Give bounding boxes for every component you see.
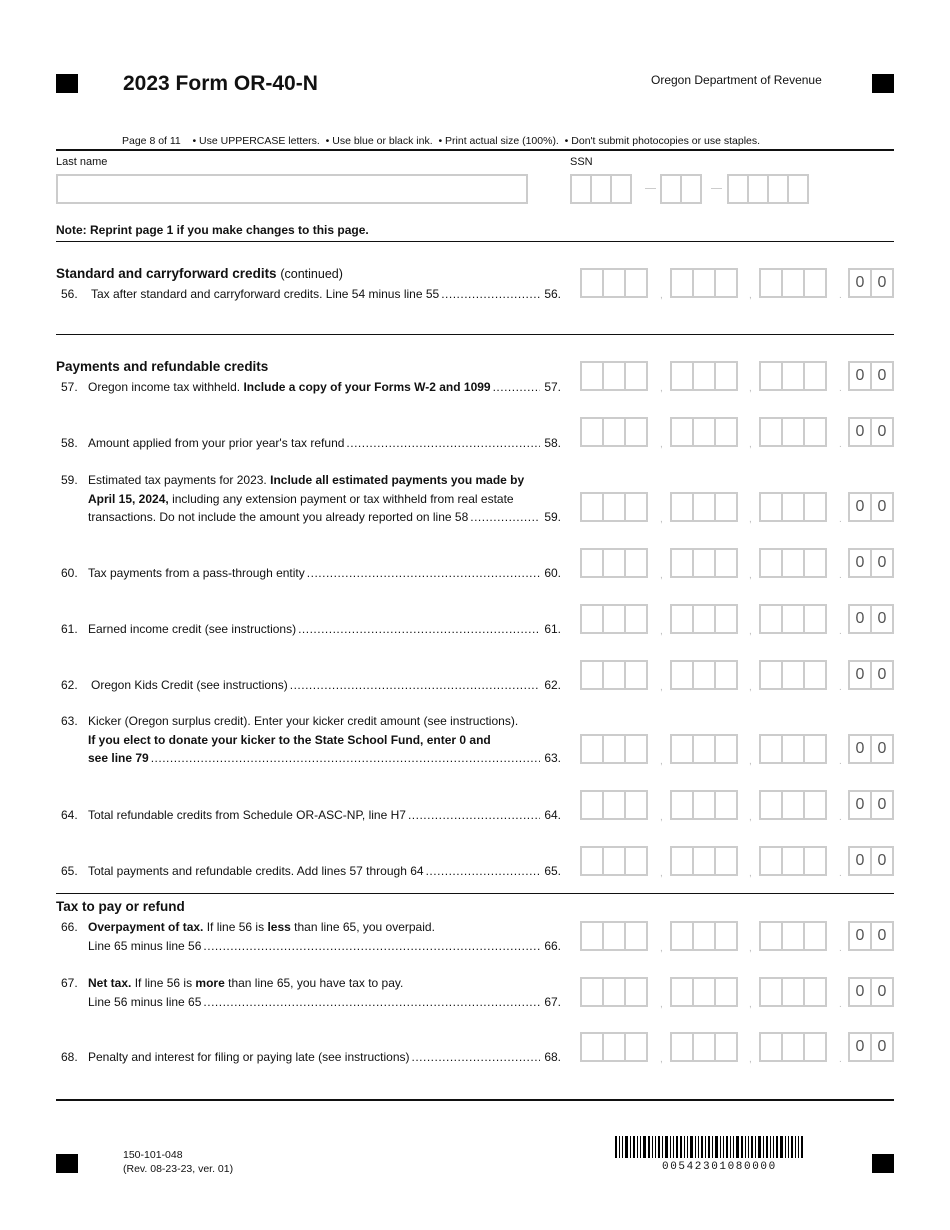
cents-digit: 0: [848, 492, 872, 522]
barcode-bar: [726, 1136, 728, 1158]
cents-digit: 0: [870, 1032, 894, 1062]
barcode-bar: [662, 1136, 663, 1158]
amount-field-line-65[interactable]: [580, 846, 898, 879]
amount-field-line-63[interactable]: [580, 734, 898, 767]
thousands-separator: ,: [749, 626, 752, 637]
digit-group[interactable]: [670, 548, 736, 578]
barcode-bar: [619, 1136, 620, 1158]
barcode-bar: [741, 1136, 743, 1158]
line-68: 68. Penalty and interest for filing or paying late (see instructions) ..... 68.: [56, 1048, 561, 1067]
ssn-field-part1[interactable]: [570, 174, 630, 204]
cents-field: [848, 417, 892, 447]
barcode-bar: [785, 1136, 786, 1158]
barcode-bar: [637, 1136, 638, 1158]
barcode-bar: [658, 1136, 660, 1158]
registration-mark: [56, 74, 78, 93]
digit-group[interactable]: [670, 268, 736, 298]
barcode-bar: [695, 1136, 696, 1158]
page-instructions: Page 8 of 11 • Use UPPERCASE letters. • Use blue or black ink. • Print actual size (100%). • Don't submit photocopies or use staples.: [122, 135, 761, 147]
ssn-label: SSN: [570, 156, 593, 168]
line-56: 56. Tax after standard and carryforward credits. Line 54 minus line 55 ..... 56.: [56, 285, 561, 304]
barcode-bar: [791, 1136, 793, 1158]
digit-group[interactable]: [580, 734, 646, 764]
cents-digit: 0: [870, 734, 894, 764]
barcode-bar: [730, 1136, 731, 1158]
last-name-label: Last name: [56, 156, 108, 168]
barcode-bar: [625, 1136, 628, 1158]
line-62: 62. Oregon Kids Credit (see instructions) ..... 62.: [56, 676, 561, 695]
decimal-point: .: [839, 439, 842, 450]
barcode-bar: [795, 1136, 796, 1158]
cents-digit: 0: [848, 790, 872, 820]
barcode-bar: [643, 1136, 646, 1158]
section-rule: [56, 334, 894, 335]
barcode-bar: [630, 1136, 631, 1158]
amount-field-line-68[interactable]: [580, 1032, 898, 1065]
decimal-point: .: [839, 626, 842, 637]
registration-mark: [872, 1154, 894, 1173]
line-58: 58. Amount applied from your prior year's tax refund ..... 58.: [56, 434, 561, 453]
decimal-point: .: [839, 999, 842, 1010]
cents-digit: 0: [848, 660, 872, 690]
barcode-bar: [670, 1136, 671, 1158]
section-title-payments: Payments and refundable credits: [56, 359, 269, 374]
barcode-bar: [770, 1136, 771, 1158]
line-65: 65. Total payments and refundable credits. Add lines 57 through 64 ..... 65.: [56, 862, 561, 881]
thousands-separator: ,: [660, 383, 663, 394]
registration-mark: [872, 74, 894, 93]
cents-field: [848, 846, 892, 876]
ssn-dash: [711, 188, 722, 189]
line-61: 61. Earned income credit (see instructions) ..... 61.: [56, 620, 561, 639]
barcode-bar: [745, 1136, 746, 1158]
digit-group[interactable]: [670, 977, 736, 1007]
line-66: 66. Overpayment of tax. If line 56 is less than line 65, you overpaid. Line 65 minus line 56 ..... 66.: [56, 918, 561, 955]
decimal-point: .: [839, 570, 842, 581]
thousands-separator: ,: [749, 756, 752, 767]
thousands-separator: ,: [660, 868, 663, 879]
digit-group[interactable]: [670, 734, 736, 764]
amount-field-line-67[interactable]: [580, 977, 898, 1010]
decimal-point: .: [839, 812, 842, 823]
barcode-bar: [655, 1136, 656, 1158]
barcode-bar: [733, 1136, 734, 1158]
barcode-bar: [758, 1136, 761, 1158]
digit-group[interactable]: [580, 604, 646, 634]
digit-group[interactable]: [580, 361, 646, 391]
digit-group[interactable]: [759, 604, 825, 634]
barcode-bar: [751, 1136, 753, 1158]
thousands-separator: ,: [749, 943, 752, 954]
last-name-field[interactable]: [56, 174, 528, 204]
barcode-bar: [652, 1136, 653, 1158]
barcode-number: 00542301080000: [662, 1161, 777, 1173]
line-60: 60. Tax payments from a pass-through entity ..... 60.: [56, 564, 561, 583]
decimal-point: .: [839, 290, 842, 301]
decimal-point: .: [839, 514, 842, 525]
ssn-field-part2[interactable]: [660, 174, 700, 204]
form-number: 150-101-048: [123, 1149, 183, 1161]
barcode-bar: [615, 1136, 617, 1158]
amount-field-line-66[interactable]: [580, 921, 898, 954]
digit-group[interactable]: [759, 492, 825, 522]
cents-digit: 0: [870, 417, 894, 447]
cents-digit: 0: [870, 604, 894, 634]
digit-group[interactable]: [759, 660, 825, 690]
thousands-separator: ,: [660, 439, 663, 450]
decimal-point: .: [839, 868, 842, 879]
amount-field-line-59[interactable]: [580, 492, 898, 525]
digit-group[interactable]: [759, 734, 825, 764]
digit-group[interactable]: [759, 268, 825, 298]
thousands-separator: ,: [660, 682, 663, 693]
barcode-bar: [708, 1136, 710, 1158]
cents-digit: 0: [848, 417, 872, 447]
decimal-point: .: [839, 1054, 842, 1065]
section-rule: [56, 893, 894, 894]
cents-digit: 0: [870, 660, 894, 690]
barcode-bar: [755, 1136, 756, 1158]
digit-group[interactable]: [580, 921, 646, 951]
cents-digit: 0: [870, 846, 894, 876]
barcode-bar: [640, 1136, 641, 1158]
digit-group[interactable]: [670, 492, 736, 522]
barcode-bar: [665, 1136, 668, 1158]
ssn-field-part3[interactable]: [727, 174, 807, 204]
cents-digit: 0: [848, 268, 872, 298]
digit-group[interactable]: [759, 790, 825, 820]
barcode-bar: [763, 1136, 764, 1158]
barcode-bar: [622, 1136, 623, 1158]
barcode-bar: [773, 1136, 774, 1158]
barcode-bar: [633, 1136, 635, 1158]
thousands-separator: ,: [749, 439, 752, 450]
footer-rule: [56, 1099, 894, 1101]
thousands-separator: ,: [660, 626, 663, 637]
thousands-separator: ,: [660, 570, 663, 581]
thousands-separator: ,: [660, 999, 663, 1010]
cents-digit: 0: [848, 846, 872, 876]
digit-group[interactable]: [580, 548, 646, 578]
line-64: 64. Total refundable credits from Schedule OR-ASC-NP, line H7 ..... 64.: [56, 806, 561, 825]
thousands-separator: ,: [660, 756, 663, 767]
cents-field: [848, 604, 892, 634]
barcode-bar: [720, 1136, 721, 1158]
digit-group[interactable]: [759, 1032, 825, 1062]
digit-group[interactable]: [759, 977, 825, 1007]
cents-digit: 0: [848, 361, 872, 391]
digit-group[interactable]: [670, 604, 736, 634]
thousands-separator: ,: [660, 943, 663, 954]
cents-field: [848, 660, 892, 690]
barcode-bar: [798, 1136, 799, 1158]
digit-group[interactable]: [670, 846, 736, 876]
digit-group[interactable]: [580, 846, 646, 876]
thousands-separator: ,: [749, 514, 752, 525]
barcode-bar: [680, 1136, 682, 1158]
digit-group[interactable]: [580, 977, 646, 1007]
barcode-bar: [788, 1136, 789, 1158]
section-title-standard: Standard and carryforward credits (continued): [56, 266, 343, 281]
cents-field: [848, 268, 892, 298]
barcode-bar: [648, 1136, 650, 1158]
digit-group[interactable]: [580, 790, 646, 820]
cents-digit: 0: [870, 361, 894, 391]
thousands-separator: ,: [660, 812, 663, 823]
cents-field: [848, 790, 892, 820]
cents-field: [848, 548, 892, 578]
digit-group[interactable]: [670, 921, 736, 951]
barcode-bar: [705, 1136, 706, 1158]
cents-field: [848, 1032, 892, 1062]
barcode-bar: [723, 1136, 724, 1158]
thousands-separator: ,: [749, 868, 752, 879]
cents-digit: 0: [870, 977, 894, 1007]
cents-field: [848, 361, 892, 391]
barcode-bar: [748, 1136, 749, 1158]
cents-digit: 0: [870, 492, 894, 522]
form-title: 2023 Form OR-40-N: [123, 72, 318, 95]
digit-group[interactable]: [759, 921, 825, 951]
barcode: [615, 1136, 827, 1158]
cents-digit: 0: [848, 604, 872, 634]
amount-field-line-58[interactable]: [580, 417, 898, 450]
cents-digit: 0: [870, 921, 894, 951]
amount-field-line-61[interactable]: [580, 604, 898, 637]
digit-group[interactable]: [670, 660, 736, 690]
decimal-point: .: [839, 943, 842, 954]
thousands-separator: ,: [749, 1054, 752, 1065]
form-revision: (Rev. 08-23-23, ver. 01): [123, 1163, 234, 1175]
digit-group[interactable]: [580, 660, 646, 690]
line-57: 57. Oregon income tax withheld. Include a copy of your Forms W-2 and 1099 ..... 57.: [56, 378, 561, 397]
cents-digit: 0: [870, 790, 894, 820]
decimal-point: .: [839, 383, 842, 394]
barcode-bar: [676, 1136, 678, 1158]
thousands-separator: ,: [660, 1054, 663, 1065]
section-title-tax: Tax to pay or refund: [56, 899, 185, 914]
amount-field-line-62[interactable]: [580, 660, 898, 693]
header-rule: [56, 149, 894, 151]
barcode-bar: [684, 1136, 685, 1158]
cents-digit: 0: [848, 1032, 872, 1062]
digit-group[interactable]: [670, 790, 736, 820]
digit-group[interactable]: [759, 361, 825, 391]
department-name: Oregon Department of Revenue: [651, 73, 822, 87]
registration-mark: [56, 1154, 78, 1173]
thousands-separator: ,: [660, 514, 663, 525]
line-67: 67. Net tax. If line 56 is more than line 65, you have tax to pay. Line 56 minus line 65 ..... 67.: [56, 974, 561, 1011]
digit-group[interactable]: [759, 548, 825, 578]
barcode-bar: [687, 1136, 688, 1158]
cents-digit: 0: [848, 548, 872, 578]
amount-field-line-60[interactable]: [580, 548, 898, 581]
cents-field: [848, 977, 892, 1007]
line-59: 59. Estimated tax payments for 2023. Include all estimated payments you made by April 15, 2024, including any extension payment or tax withheld from real estate transactions. Do not include the amount you already reported on line 58 ..... 59.: [56, 471, 561, 527]
cents-field: [848, 734, 892, 764]
thousands-separator: ,: [749, 383, 752, 394]
decimal-point: .: [839, 682, 842, 693]
barcode-bar: [766, 1136, 768, 1158]
thousands-separator: ,: [749, 290, 752, 301]
reprint-note: Note: Reprint page 1 if you make changes to this page.: [56, 223, 369, 237]
ssn-dash: [645, 188, 656, 189]
line-63: 63. Kicker (Oregon surplus credit). Enter your kicker credit amount (see instructions). If you elect to donate your kicker to the State School Fund, enter 0 and see line 79 ..... 63.: [56, 712, 561, 768]
thousands-separator: ,: [660, 290, 663, 301]
decimal-point: .: [839, 756, 842, 767]
digit-group[interactable]: [580, 268, 646, 298]
barcode-bar: [780, 1136, 783, 1158]
digit-group[interactable]: [580, 417, 646, 447]
barcode-bar: [712, 1136, 713, 1158]
amount-field-line-64[interactable]: [580, 790, 898, 823]
cents-digit: 0: [848, 977, 872, 1007]
digit-group[interactable]: [670, 417, 736, 447]
barcode-bar: [736, 1136, 739, 1158]
digit-group[interactable]: [759, 846, 825, 876]
barcode-bar: [701, 1136, 703, 1158]
barcode-bar: [715, 1136, 718, 1158]
cents-field: [848, 921, 892, 951]
cents-field: [848, 492, 892, 522]
digit-group[interactable]: [670, 361, 736, 391]
barcode-bar: [698, 1136, 699, 1158]
section-rule: [56, 241, 894, 242]
cents-digit: 0: [870, 548, 894, 578]
amount-field-line-56[interactable]: [580, 268, 898, 301]
digit-group[interactable]: [580, 1032, 646, 1062]
digit-group[interactable]: [670, 1032, 736, 1062]
cents-digit: 0: [870, 268, 894, 298]
barcode-bar: [673, 1136, 674, 1158]
barcode-bar: [690, 1136, 693, 1158]
digit-group[interactable]: [580, 492, 646, 522]
thousands-separator: ,: [749, 570, 752, 581]
amount-field-line-57[interactable]: [580, 361, 898, 394]
barcode-bar: [801, 1136, 803, 1158]
digit-group[interactable]: [759, 417, 825, 447]
cents-digit: 0: [848, 921, 872, 951]
cents-digit: 0: [848, 734, 872, 764]
thousands-separator: ,: [749, 682, 752, 693]
barcode-bar: [776, 1136, 778, 1158]
thousands-separator: ,: [749, 812, 752, 823]
thousands-separator: ,: [749, 999, 752, 1010]
